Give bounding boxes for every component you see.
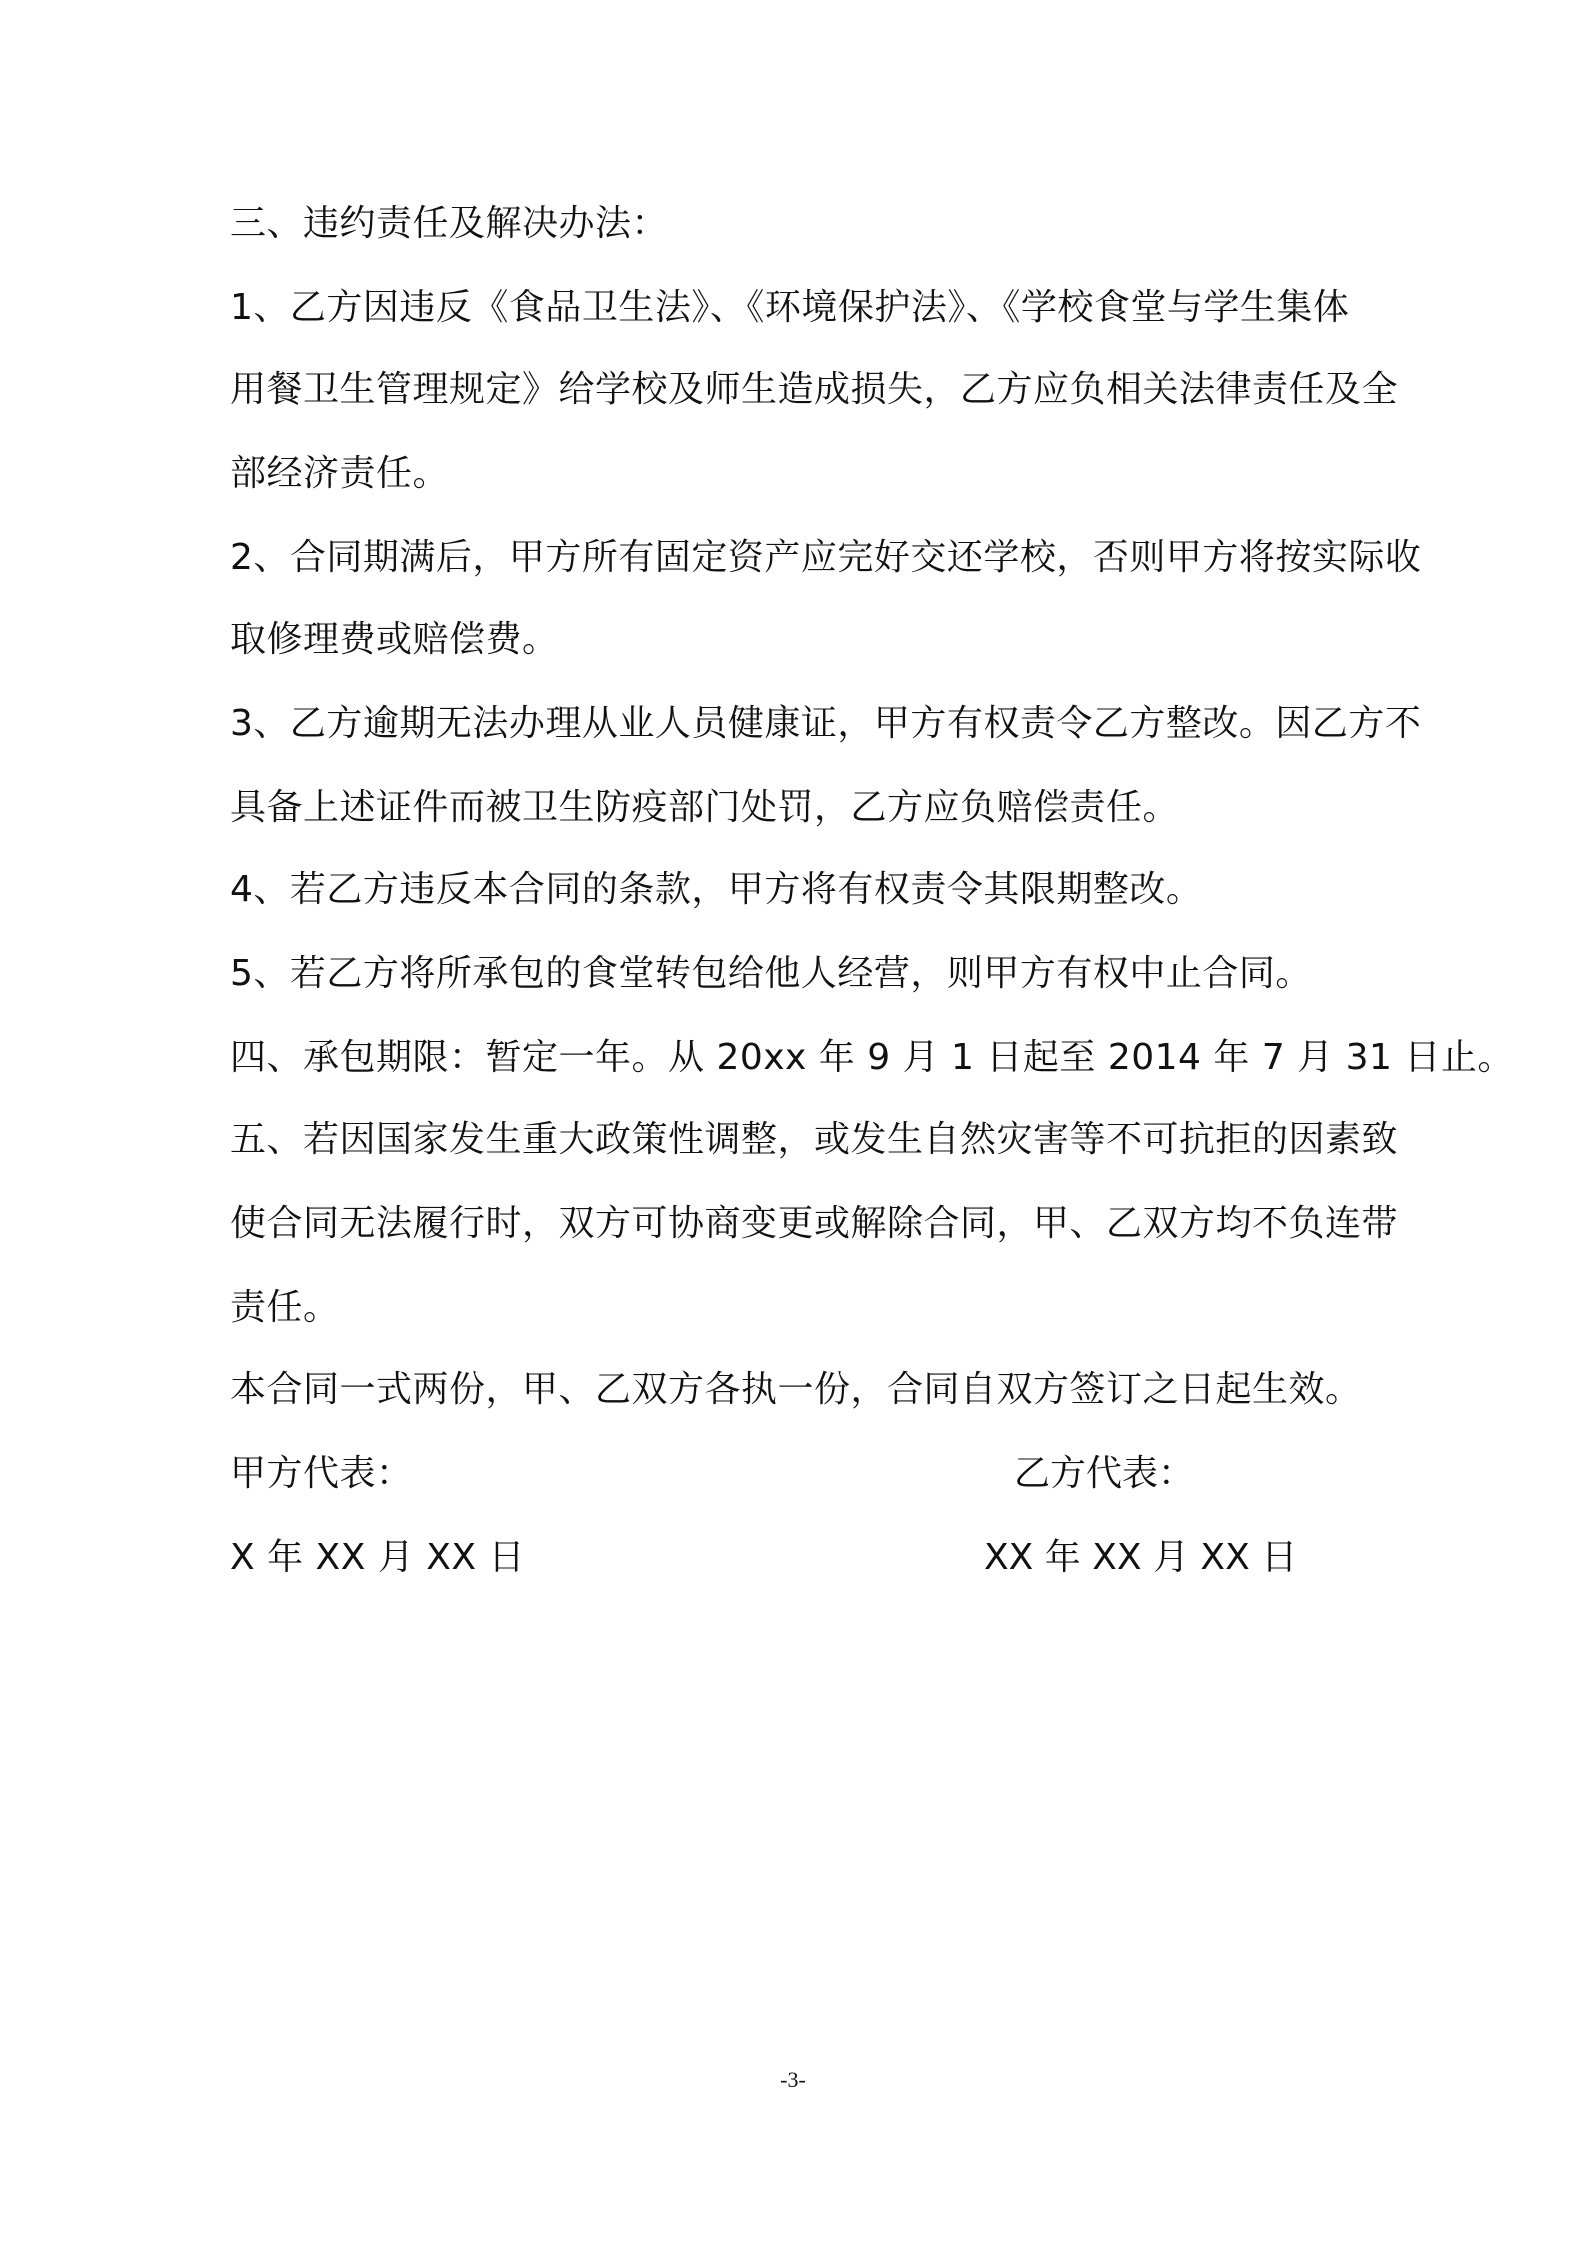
clause-4: 4、若乙方违反本合同的条款，甲方将有权责令其限期整改。: [230, 869, 1203, 910]
party-a-date: X 年 XX 月 XX 日: [230, 1537, 526, 1578]
clause-2-line-1: 2、合同期满后，甲方所有固定资产应完好交还学校，否则甲方将按实际收: [230, 537, 1422, 578]
party-a-representative-label: 甲方代表：: [230, 1453, 413, 1494]
party-b-representative-label: 乙方代表：: [1014, 1453, 1195, 1494]
clause-1-line-3: 部经济责任。: [230, 453, 450, 494]
clause-5: 5、若乙方将所承包的食堂转包给他人经营，则甲方有权中止合同。: [230, 953, 1312, 994]
clause-3-line-2: 具备上述证件而被卫生防疫部门处罚，乙方应负赔偿责任。: [230, 787, 1180, 828]
section-heading-breach: 三、违约责任及解决办法：: [230, 203, 669, 244]
clause-2-line-2: 取修理费或赔偿费。: [230, 619, 559, 660]
clause-1-line-2: 用餐卫生管理规定》给学校及师生造成损失，乙方应负相关法律责任及全: [230, 369, 1399, 410]
section-force-majeure-line-1: 五、若因国家发生重大政策性调整，或发生自然灾害等不可抗拒的因素致: [230, 1119, 1399, 1160]
section-contract-term: 四、承包期限：暂定一年。从 20xx 年 9 月 1 日起至 2014 年 7 月 31 日止。: [230, 1037, 1514, 1078]
section-force-majeure-line-2: 使合同无法履行时，双方可协商变更或解除合同，甲、乙双方均不负连带: [230, 1203, 1399, 1244]
page-number: -3-: [780, 2067, 806, 2092]
section-force-majeure-line-3: 责任。: [230, 1287, 340, 1328]
copies-clause: 本合同一式两份，甲、乙双方各执一份，合同自双方签订之日起生效。: [230, 1369, 1362, 1410]
party-b-date: XX 年 XX 月 XX 日: [984, 1537, 1298, 1578]
clause-3-line-1: 3、乙方逾期无法办理从业人员健康证，甲方有权责令乙方整改。因乙方不: [230, 703, 1422, 744]
clause-1-line-1: 1、乙方因违反《食品卫生法》、《环境保护法》、《学校食堂与学生集体: [230, 287, 1350, 328]
